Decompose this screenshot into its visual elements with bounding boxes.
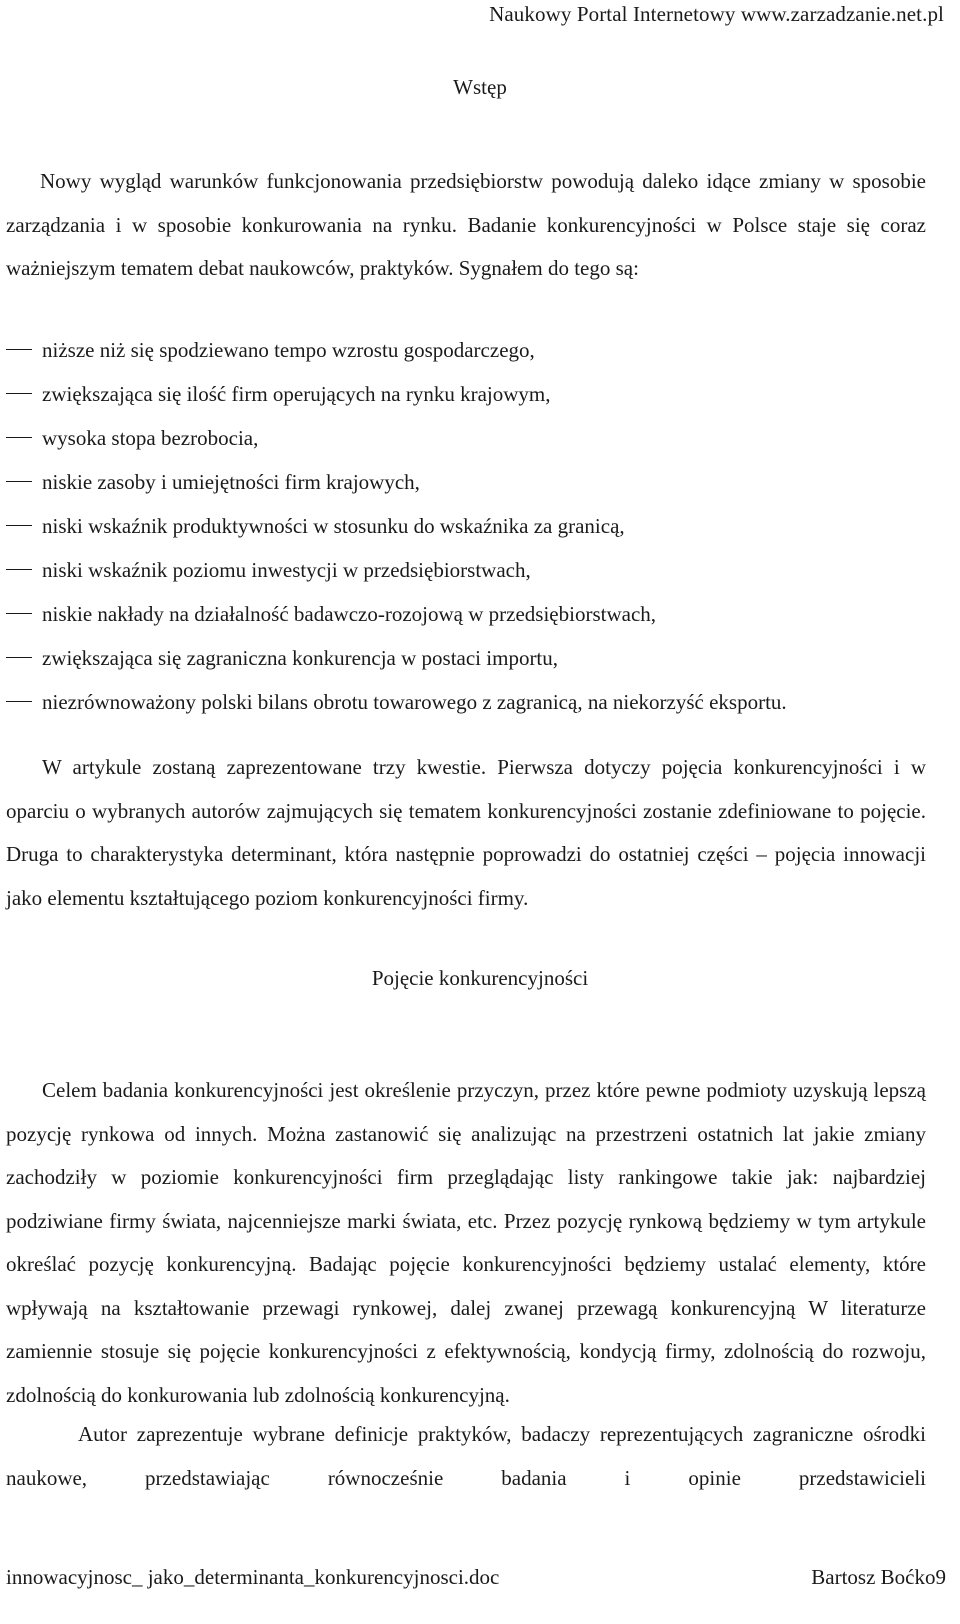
list-item [6,548,926,592]
footer-author: Bartosz Boćko [811,1565,936,1589]
list-item-text: niskie zasoby i umiejętności firm krajowych, [42,470,420,494]
footer-filename: innowacyjnosc_ jako_determinanta_konkurencyjnosci.doc [6,1565,500,1589]
site-header: Naukowy Portal Internetowy www.zarzadzanie.net.pl [489,2,944,26]
list-item-text: niski wskaźnik produktywności w stosunku do wskaźnika za granicą, [42,514,625,538]
dash-icon [6,393,32,394]
list-item [6,680,926,724]
dash-icon [6,701,32,702]
intro-title: Wstęp [453,75,507,99]
list-item-text: zwiększająca się ilość firm operujących na rynku krajowym, [42,382,551,406]
dash-icon [6,657,32,658]
list-item-text: niskie nakłady na działalność badawczo-rozojową w przedsiębiorstwach, [42,602,657,626]
signals-list [6,328,926,724]
body-paragraph-continued: Autor zaprezentuje wybrane definicje praktyków, badaczy reprezentujących zagraniczne ośrodki naukowe, przedstawiając równocześnie badania i opinie przedstawicieli [6,1422,926,1490]
dash-icon [6,349,32,350]
dash-icon [6,481,32,482]
list-item-text: niezrównoważony polski bilans obrotu towarowego z zagranicą, na niekorzyść eksportu. [42,690,787,714]
body-paragraph: Celem badania konkurencyjności jest określenie przyczyn, przez które pewne podmioty uzyskują lepszą pozycję rynkowa od innych. Można zastanowić się analizując na przestrzeni ostatnich lat jakie zmiany zachodziły w poziomie konkurencyjności firm przeglądając listy rankingowe takie jak: najbardziej podziwiane firmy świata, najcenniejsze marki świata, etc. Przez pozycję rynkową będziemy w tym artykule określać pozycję konkurencyjną. Badając pojęcie konkurencyjności będziemy ustalać elementy, które wpływają na kształtowanie przewagi rynkowej, dalej zwanej przewagą konkurencyjną W literaturze zamiennie stosuje się pojęcie konkurencyjności z efektywnością, kondycją firmy, zdolnością do rozwoju, zdolnością do konkurowania lub zdolnością konkurencyjną. [6,1078,926,1407]
list-item [6,372,926,416]
dash-icon [6,613,32,614]
list-item [6,504,926,548]
intro-paragraph: Nowy wygląd warunków funkcjonowania przedsiębiorstw powodują daleko idące zmiany w sposobie zarządzania i w sposobie konkurowania na rynku. Badanie konkurencyjności w Polsce staje się coraz ważniejszym tematem debat naukowców, praktyków. Sygnałem do tego są: [6,169,926,280]
list-item-text: wysoka stopa bezrobocia, [42,426,259,450]
list-item-text: zwiększająca się zagraniczna konkurencja w postaci importu, [42,646,559,670]
dash-icon [6,525,32,526]
footer-author-page [811,1565,946,1590]
intro-closing-paragraph: W artykule zostaną zaprezentowane trzy kwestie. Pierwsza dotyczy pojęcia konkurencyjności i w oparciu o wybranych autorów zajmujących się tematem konkurencyjności zostanie zdefiniowane to pojęcie. Druga to charakterystyka determinant, która następnie poprowadzi do ostatniej części – pojęcia innowacji jako elementu kształtującego poziom konkurencyjności firmy. [6,755,926,910]
list-item [6,592,926,636]
list-item-text: niższe niż się spodziewano tempo wzrostu gospodarczego, [42,338,535,362]
dash-icon [6,569,32,570]
page-number: 9 [935,1565,946,1589]
list-item-text: niski wskaźnik poziomu inwestycji w przedsiębiorstwach, [42,558,531,582]
dash-icon [6,437,32,438]
list-item [6,636,926,680]
list-item [6,328,926,372]
section-title: Pojęcie konkurencyjności [371,966,589,990]
list-item [6,460,926,504]
list-item [6,416,926,460]
